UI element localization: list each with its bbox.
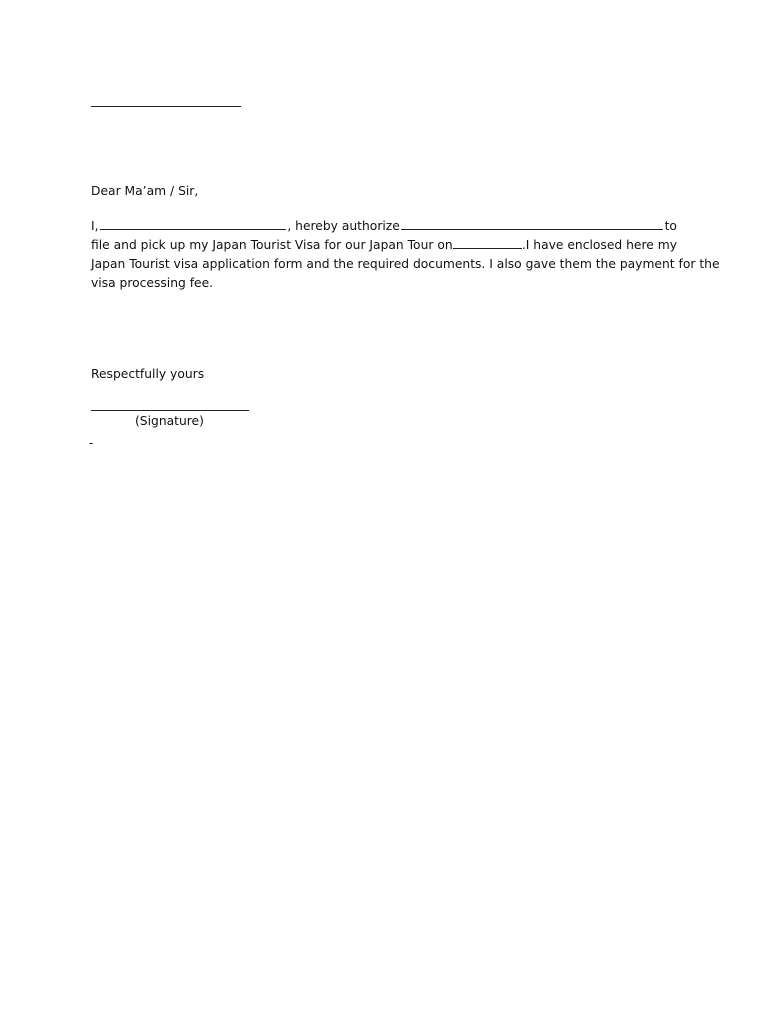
date-blank-line [91,96,241,107]
enclosed-text: .I have enclosed here my [521,238,677,252]
paragraph-line-1 [91,217,677,236]
authorized-person-blank-line [401,217,663,230]
paragraph-line-3 [91,255,720,274]
signature-label: (Signature) [135,414,204,428]
pronoun-text: I, [91,219,99,233]
to-text: to [664,219,677,233]
tour-text: file and pick up my Japan Tourist Visa for our Japan Tour on [91,238,453,252]
fee-text: visa processing fee. [91,276,214,290]
closing: Respectfully yours [91,367,205,381]
documents-text: Japan Tourist visa application form and the required documents. I also gave them the payment for the [91,257,720,271]
signature-blank-line [91,400,249,411]
trailing-mark: - [89,436,94,450]
tour-date-blank-line [453,236,522,249]
salutation: Dear Ma’am / Sir, [91,184,199,198]
authorization-paragraph [91,217,720,293]
paragraph-line-4 [91,274,677,293]
name-blank-line [100,217,286,230]
authorize-text: , hereby authorize [287,219,400,233]
paragraph-line-2 [91,236,677,255]
